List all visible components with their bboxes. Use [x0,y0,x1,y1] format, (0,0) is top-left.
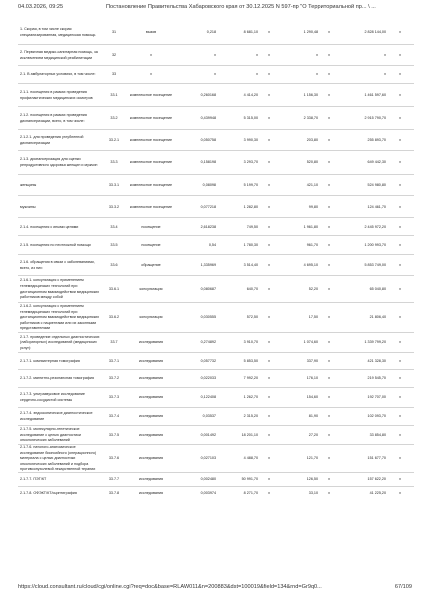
table-row [18,176,414,196]
cell-norm-volume: 0,001492 [200,432,216,437]
cell-indicator-name: 2.1.2. посещения в рамках проведения диспансеризации, всего, в том числе: [20,112,87,123]
cell-oms-total: 2 828 144,00 [364,30,386,35]
cell-norm-volume: 2,618238 [200,224,216,229]
cell-oms-total: 21 806,40 [369,315,386,320]
cell-unit: комплексное посещение [129,182,173,187]
cell-norm-cost: 5 199,70 [243,182,258,187]
table-row [18,152,414,175]
cell-line-number: 33.7.5 [108,432,120,437]
cell-oms-per-capita: 4 695,10 [303,262,318,267]
cell-oms-per-capita: 520,80 [306,160,318,165]
cell-line-number: 33.6.2 [108,315,120,320]
cell-norm-cost: 18 201,10 [241,432,258,437]
cell-norm-cost: 5 853,50 [243,358,258,363]
table-row [18,474,414,487]
cell-oms-total: 219 545,70 [367,376,386,381]
table-row [18,354,414,370]
cell-indicator-name: 2.1.4. посещения с иными целями [20,224,79,229]
cell-regional-budget-per-capita: x [268,286,270,291]
table-row [18,108,414,130]
cell-indicator-name: 2.1.7.5. молекулярно-генетическое исследование с целью диагностики онкологических заболеваний [20,427,81,443]
cell-regional-budget-per-capita: x [268,30,270,35]
cell-line-number: 33.2 [110,115,118,120]
table-row [18,446,414,473]
cell-norm-volume: 0,54 [208,242,216,247]
cell-norm-volume: 0,08098 [202,182,216,187]
cell-indicator-name: 2.1.7.4. эндоскопическое диагностическое исследование [20,411,93,421]
cell-line-number: 33.3 [110,160,118,165]
cell-regional-budget-per-capita: x [268,358,270,363]
cell-regional-budget-total: x [328,340,330,345]
cell-indicator-name: 2.1.2.1. для проведения углубленной диспансеризации [20,134,84,145]
cell-indicator-name: 1. Скорая, в том числе скорая специализированная, медицинская помощь [20,27,96,37]
cell-indicator-name: женщины [20,182,37,187]
cell-indicator-name: 2.1.7.3. ультразвуковое исследование сердечно-сосудистой системы [20,392,85,402]
table-row [18,488,414,500]
cell-oms-total: 1 461 597,60 [364,92,386,97]
cell-oms-total: 5 853 749,00 [364,262,386,267]
cell-norm-cost: 4 414,20 [243,92,258,97]
page-counter: 67/109 [394,584,412,590]
cell-regional-budget-total: x [328,92,330,97]
cell-total-percent: x [399,456,401,461]
cell-total-percent: x [399,204,401,209]
cell-norm-cost: 8 271,70 [243,491,258,496]
cell-norm-cost: 1 780,30 [243,242,258,247]
cell-oms-per-capita: 337,90 [306,358,318,363]
cell-unit: исследования [138,358,164,363]
cell-total-percent: x [399,242,401,247]
cell-oms-total: 1 200 993,70 [364,242,386,247]
cell-norm-cost: 1 262,70 [243,395,258,400]
cell-norm-volume: 0,077218 [200,204,216,209]
cell-line-number: 33.3.2 [108,204,120,209]
cell-line-number: 33.7.4 [108,414,120,419]
cell-unit: посещение [141,224,161,229]
cell-total-percent: x [399,224,401,229]
cell-oms-per-capita: 33,10 [308,491,318,496]
cell-norm-cost: 5 315,00 [243,115,258,120]
cell-regional-budget-per-capita: x [268,137,270,142]
cell-regional-budget-per-capita: x [268,262,270,267]
cell-regional-budget-total: x [328,456,330,461]
cell-unit: посещение [141,242,161,247]
cell-oms-total: 524 980,80 [367,182,386,187]
cell-total-percent: x [399,72,401,77]
cell-oms-per-capita: 99,80 [308,204,318,209]
cell-norm-cost: 3 514,40 [243,262,258,267]
cell-total-percent: x [399,30,401,35]
cell-norm-volume: 0,027103 [200,456,216,461]
cell-norm-cost: 8 681,10 [243,30,258,35]
cell-indicator-name: 2.1.7.2. магнитно-резонансная томография [20,376,94,381]
cell-regional-budget-total: x [328,262,330,267]
cell-regional-budget-total: x [328,286,330,291]
table-row [18,220,414,236]
cell-oms-per-capita: 126,50 [306,477,318,482]
cell-indicator-name: 2.1.6.1. консультация с применением телемедицинских технологий при дистанционном взаимодействии медицинских работников между собой [20,278,100,300]
cell-regional-budget-per-capita: x [268,242,270,247]
cell-regional-budget-per-capita: x [268,52,270,57]
cell-norm-volume: 0,274892 [200,340,216,345]
cell-oms-per-capita: 2 338,70 [303,115,318,120]
cell-norm-volume: 1,335969 [200,262,216,267]
cell-line-number: 33.7.1 [108,358,120,363]
table-row [18,67,414,84]
cell-indicator-name: 2.1.7.8. ОФЭКТ/КТ/сцинтиграфия [20,491,77,496]
cell-regional-budget-per-capita: x [268,414,270,419]
cell-indicator-name: 2.1.7.1. компьютерная томография [20,358,80,363]
cell-indicator-name: 2.1.7.6. патолого-анатомическое исследование биопсийного (операционного) материала с целью диагностики онкологических заболеваний и подбора противоопухолевой лекарственной терапии [20,445,97,472]
cell-line-number: 33.7.2 [108,376,120,381]
table-row [18,237,414,255]
cell-line-number: 33.7.3 [108,395,120,400]
cell-oms-total: x [384,72,386,77]
cell-regional-budget-per-capita: x [268,160,270,165]
cell-oms-total: 192 707,00 [367,395,386,400]
cell-oms-per-capita: 81,90 [308,414,318,419]
cell-line-number: 33.2.1 [108,137,120,142]
cell-oms-total: 2 915 790,70 [364,115,386,120]
table-row [18,389,414,408]
cell-total-percent: x [399,414,401,419]
page-header [18,4,414,14]
cell-total-percent: x [399,160,401,165]
cell-regional-budget-total: x [328,115,330,120]
cell-oms-per-capita: 203,80 [306,137,318,142]
page-footer [18,584,412,594]
table-row [18,371,414,388]
table-row [18,427,414,445]
document-title: Постановление Правительства Хабаровского края от 30.12.2025 N 597-пр "О Территориальной пр... \ ... [106,4,376,10]
cell-line-number: 31 [111,30,117,35]
cell-norm-cost: 1 282,80 [243,204,258,209]
cell-oms-per-capita: 27,20 [308,432,318,437]
cell-norm-volume: x [214,72,216,77]
cell-oms-total: 255 893,70 [367,137,386,142]
cell-unit: исследования [138,340,164,345]
cell-unit: исследования [138,456,164,461]
cell-regional-budget-total: x [328,204,330,209]
print-datetime: 04.03.2026, 09:25 [18,4,64,10]
cell-total-percent: x [399,376,401,381]
cell-total-percent: x [399,340,401,345]
table-row [18,131,414,151]
cell-norm-cost: x [256,72,258,77]
cell-unit: исследования [138,477,164,482]
cell-norm-volume: 0,002480 [200,477,216,482]
cell-regional-budget-per-capita: x [268,204,270,209]
cell-unit: комплексное посещение [129,115,173,120]
cell-oms-total: 157 622,20 [367,477,386,482]
cell-indicator-name: 2.1.5. посещения по неотложной помощи [20,242,91,247]
cell-total-percent: x [399,137,401,142]
cell-total-percent: x [399,286,401,291]
cell-oms-per-capita: 421,10 [306,182,318,187]
cell-line-number: 33 [111,72,117,77]
cell-regional-budget-per-capita: x [268,395,270,400]
cell-oms-total: 33 854,80 [369,432,386,437]
cell-norm-cost: 749,50 [246,224,258,229]
cell-norm-cost: 572,50 [246,315,258,320]
cell-total-percent: x [399,477,401,482]
cell-line-number: 33.7.6 [108,456,120,461]
cell-oms-per-capita: 17,50 [308,315,318,320]
cell-oms-total: 2 445 972,20 [364,224,386,229]
cell-norm-cost: 50 991,70 [241,477,258,482]
cell-norm-volume: 0,050758 [200,137,216,142]
cell-oms-total: 41 225,20 [369,491,386,496]
cell-norm-cost: 4 488,70 [243,456,258,461]
cell-regional-budget-per-capita: x [268,72,270,77]
table-row [18,85,414,107]
cell-norm-volume: x [214,52,216,57]
cell-unit: обращение [141,262,161,267]
cell-regional-budget-per-capita: x [268,340,270,345]
cell-unit: x [150,72,152,77]
cell-oms-per-capita: 52,20 [308,286,318,291]
source-url[interactable]: https://cloud.consultant.ru/cloud/cgi/online.cgi?req=doc&base=RLAW011&n=200883&dst=100019&field=134&rnd=Gr9q0... [18,584,322,590]
cell-regional-budget-total: x [328,160,330,165]
table-row [18,22,414,45]
cell-norm-volume: 0,260168 [200,92,216,97]
cell-regional-budget-total: x [328,414,330,419]
cell-line-number: 33.3.1 [108,182,120,187]
cell-line-number: 32 [111,52,117,57]
cell-line-number: 33.5 [110,242,118,247]
table-row [18,256,414,276]
cell-total-percent: x [399,395,401,400]
cell-regional-budget-total: x [328,315,330,320]
cell-oms-per-capita: 1 961,80 [303,224,318,229]
cell-line-number: 33.1 [110,92,118,97]
cell-unit: комплексное посещение [129,137,173,142]
cell-norm-cost: 2 315,20 [243,414,258,419]
cell-oms-total: 421 328,30 [367,358,386,363]
cell-oms-per-capita: 121,70 [306,456,318,461]
cell-regional-budget-total: x [328,52,330,57]
cell-oms-total: 124 461,70 [367,204,386,209]
cell-indicator-name: 2.1.3. диспансеризация для оценки репродуктивного здоровья женщин и мужчин [20,157,98,167]
cell-total-percent: x [399,315,401,320]
cell-oms-per-capita: 1 156,30 [303,92,318,97]
cell-regional-budget-per-capita: x [268,224,270,229]
cell-norm-volume: 0,122408 [200,395,216,400]
cell-regional-budget-per-capita: x [268,456,270,461]
cell-oms-total: 102 093,70 [367,414,386,419]
cell-norm-cost: 3 910,70 [243,340,258,345]
cell-regional-budget-total: x [328,224,330,229]
cell-oms-per-capita: 1 074,60 [303,340,318,345]
cell-indicator-name: 2.1.7. проведение отдельных диагностических (лабораторных) исследований (медицинских услуг): [20,334,100,350]
cell-norm-volume: 0,218 [206,30,216,35]
cell-line-number: 33.6.1 [108,286,120,291]
cell-unit: консультация [139,315,163,320]
cell-oms-total: 65 040,80 [369,286,386,291]
cell-unit: исследования [138,395,164,400]
cell-indicator-name: 2.1. В амбулаторных условиях, в том числе: [20,72,96,77]
cell-regional-budget-total: x [328,137,330,142]
cell-norm-volume: 0,057732 [200,358,216,363]
cell-regional-budget-per-capita: x [268,376,270,381]
cell-oms-total: 151 677,70 [367,456,386,461]
cell-unit: комплексное посещение [129,92,173,97]
cell-line-number: 33.4 [110,224,118,229]
cell-total-percent: x [399,115,401,120]
cell-regional-budget-total: x [328,491,330,496]
cell-regional-budget-total: x [328,72,330,77]
cell-regional-budget-total: x [328,376,330,381]
cell-regional-budget-per-capita: x [268,92,270,97]
cell-unit: исследования [138,414,164,419]
cell-regional-budget-total: x [328,477,330,482]
cell-norm-volume: 0,030555 [200,315,216,320]
cell-oms-per-capita: 154,60 [306,395,318,400]
cell-regional-budget-per-capita: x [268,182,270,187]
cell-regional-budget-per-capita: x [268,432,270,437]
cell-norm-volume: 0,003974 [200,491,216,496]
table-row [18,198,414,218]
cell-regional-budget-total: x [328,182,330,187]
cell-oms-total: 1 339 799,20 [364,340,386,345]
cell-oms-per-capita: 961,70 [306,242,318,247]
table-row [18,409,414,426]
cell-total-percent: x [399,358,401,363]
cell-norm-volume: 0,439948 [200,115,216,120]
cell-unit: исследования [138,376,164,381]
cell-indicator-name: 2.1.6. обращения в связи с заболеваниями, всего, из них: [20,259,95,270]
cell-unit: исследования [138,432,164,437]
table-row [18,334,414,353]
cell-oms-per-capita: 176,10 [306,376,318,381]
cell-total-percent: x [399,491,401,496]
cell-norm-cost: x [256,52,258,57]
cell-unit: вызов [145,30,157,35]
cell-oms-per-capita: x [316,72,318,77]
cell-indicator-name: 2.1.7.7. ПЭТ/КТ [20,477,47,482]
cell-regional-budget-per-capita: x [268,491,270,496]
cell-line-number: 33.7.8 [108,491,120,496]
cell-regional-budget-per-capita: x [268,115,270,120]
cell-oms-per-capita: 1 290,48 [303,30,318,35]
cell-indicator-name: 2.1.6.2. консультация с применением телемедицинских технологий при дистанционном взаимодействии медицинских работников с пациентами или их законными представителями [20,304,100,331]
cell-norm-cost: 640,70 [246,286,258,291]
cell-regional-budget-total: x [328,395,330,400]
cell-indicator-name: мужчины [20,204,36,209]
cell-unit: консультация [139,286,163,291]
table-row [18,304,414,333]
cell-norm-volume: 0,03537 [202,414,216,419]
cell-regional-budget-per-capita: x [268,477,270,482]
cell-unit: исследования [138,491,164,496]
table-row [18,46,414,66]
cell-line-number: 33.7.7 [108,477,120,482]
cell-norm-cost: 3 990,30 [243,137,258,142]
table-row [18,277,414,303]
cell-norm-cost: 3 293,70 [243,160,258,165]
cell-regional-budget-per-capita: x [268,315,270,320]
cell-unit: x [150,52,152,57]
cell-oms-total: 649 442,30 [367,160,386,165]
cell-regional-budget-total: x [328,358,330,363]
cell-norm-cost: 7 992,20 [243,376,258,381]
cell-indicator-name: 2. Первичная медико-санитарная помощь, за исключением медицинской реабилитации [20,49,98,60]
cell-line-number: 33.7 [110,340,118,345]
cell-total-percent: x [399,262,401,267]
cell-indicator-name: 2.1.1. посещения в рамках проведения профилактических медицинских осмотров [20,89,93,100]
cell-regional-budget-total: x [328,242,330,247]
cell-total-percent: x [399,432,401,437]
cell-norm-volume: 0,158198 [200,160,216,165]
cell-regional-budget-total: x [328,432,330,437]
cell-total-percent: x [399,92,401,97]
cell-total-percent: x [399,52,401,57]
cell-line-number: 33.6 [110,262,118,267]
cell-norm-volume: 0,022033 [200,376,216,381]
cell-regional-budget-total: x [328,30,330,35]
cell-oms-total: x [384,52,386,57]
cell-unit: комплексное посещение [129,204,173,209]
cell-norm-volume: 0,080687 [200,286,216,291]
cell-total-percent: x [399,182,401,187]
cell-unit: комплексное посещение [129,160,173,165]
cell-oms-per-capita: x [316,52,318,57]
